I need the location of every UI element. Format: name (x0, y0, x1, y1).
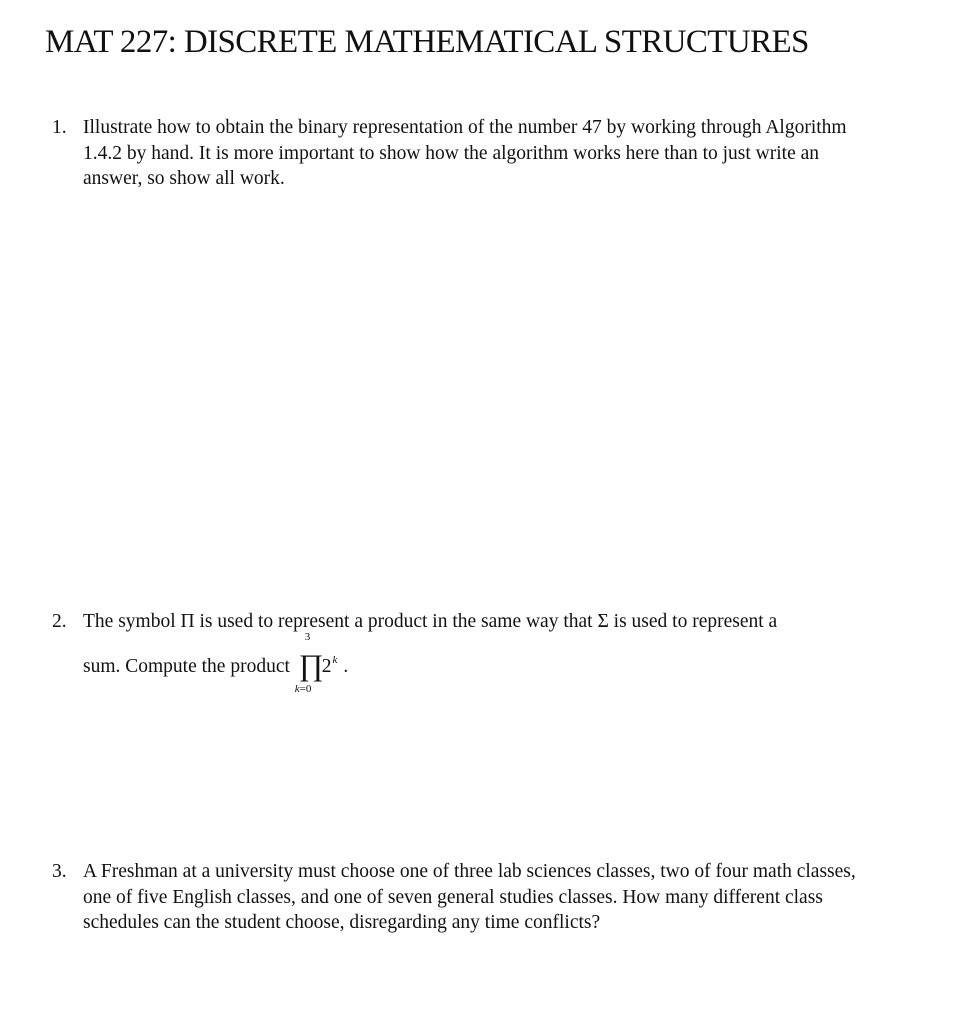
question-number: 1. (52, 117, 67, 138)
product-formula (294, 630, 324, 695)
question-3 (52, 859, 882, 936)
question-text: Illustrate how to obtain the binary representation of the number 47 by working through Algorithm 1.4.2 by hand. It is more important to show how the algorithm works here than to just write an answer, so show all work. (83, 117, 847, 189)
product-index-start: =0 (299, 682, 312, 695)
product-index-variable: k (294, 682, 300, 695)
question-number: 2. (52, 611, 67, 632)
question-number: 3. (52, 861, 67, 882)
question-text-line-1: The symbol Π is used to represent a product in the same way that Σ is used to represent a (83, 611, 778, 632)
question-text-line-2 (83, 630, 882, 695)
power-base: 2 (321, 655, 332, 677)
power-exponent: k (332, 653, 338, 666)
product-symbol: ∏ (298, 648, 324, 682)
product-lower-limit (295, 683, 312, 695)
question-2 (52, 609, 882, 695)
question-text: A Freshman at a university must choose one of three lab sciences classes, two of four math classes, one of five English classes, and one of seven general studies classes. How many different class schedules can the student choose, disregarding any time conflicts? (83, 861, 856, 933)
formula-period: . (343, 655, 349, 677)
product-upper-limit: 3 (304, 630, 311, 643)
page-title: MAT 227: DISCRETE MATHEMATICAL STRUCTURES (45, 24, 809, 60)
question-body (83, 609, 882, 695)
question-text-prefix: sum. Compute the product (83, 655, 290, 677)
question-1 (52, 115, 882, 192)
